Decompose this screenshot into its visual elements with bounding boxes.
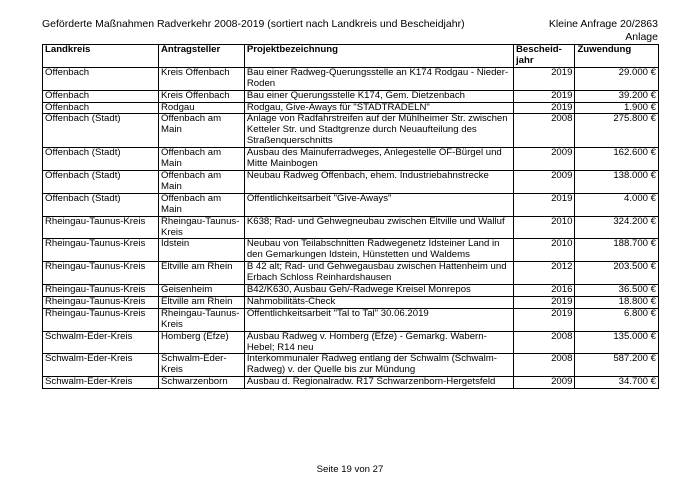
table-row xyxy=(43,148,659,171)
cell-antragsteller: Rheingau-Taunus-Kreis xyxy=(159,216,245,239)
cell-landkreis: Rheingau-Taunus-Kreis xyxy=(43,216,159,239)
cell-projekt: Bau einer Radweg-Querungsstelle an K174 Rodgau - Nieder-Roden xyxy=(244,67,513,90)
table-row xyxy=(43,331,659,354)
cell-projekt: Ausbau Radweg v. Homberg (Efze) - Gemarkg. Wabern-Hebel; R14 neu xyxy=(244,331,513,354)
cell-antragsteller: Eltville am Rhein xyxy=(159,262,245,285)
cell-jahr: 2019 xyxy=(513,102,574,114)
cell-projekt: Neubau von Teilabschnitten Radwegenetz Idsteiner Land in den Gemarkungen Idstein, Hünstetten und Waldems xyxy=(244,239,513,262)
cell-zuwendung: 275.800 € xyxy=(575,114,659,148)
table-row xyxy=(43,285,659,297)
cell-antragsteller: Homberg (Efze) xyxy=(159,331,245,354)
cell-zuwendung: 162.600 € xyxy=(575,148,659,171)
table-row xyxy=(43,67,659,90)
cell-jahr: 2008 xyxy=(513,114,574,148)
cell-landkreis: Offenbach xyxy=(43,90,159,102)
cell-landkreis: Offenbach xyxy=(43,102,159,114)
attachment-label: Anlage xyxy=(625,31,658,43)
cell-projekt: Nahmobilitäts-Check xyxy=(244,296,513,308)
inquiry-reference: Kleine Anfrage 20/2863 xyxy=(548,18,658,30)
cell-projekt: Anlage von Radfahrstreifen auf der Mühlheimer Str. zwischen Ketteler Str. und Stadtgrenze durch Neuaufteilung des Straßenquerschnitts xyxy=(244,114,513,148)
cell-jahr: 2019 xyxy=(513,90,574,102)
table-header-row xyxy=(43,45,659,68)
cell-zuwendung: 1.900 € xyxy=(575,102,659,114)
cell-projekt: Ausbau des Mainuferradweges, Anlegestelle OF-Bürgel und Mitte Mainbogen xyxy=(244,148,513,171)
cell-landkreis: Rheingau-Taunus-Kreis xyxy=(43,239,159,262)
cell-landkreis: Offenbach (Stadt) xyxy=(43,193,159,216)
cell-jahr: 2012 xyxy=(513,262,574,285)
cell-antragsteller: Offenbach am Main xyxy=(159,148,245,171)
table-row xyxy=(43,377,659,389)
cell-landkreis: Offenbach (Stadt) xyxy=(43,148,159,171)
col-header-zuwendung: Zuwendung xyxy=(575,45,659,68)
cell-antragsteller: Schwarzenborn xyxy=(159,377,245,389)
cell-projekt: B 42 alt; Rad- und Gehwegausbau zwischen Hattenheim und Erbach Schloss Reinhardshausen xyxy=(244,262,513,285)
cell-jahr: 2019 xyxy=(513,193,574,216)
cell-projekt: Rodgau, Give-Aways für "STADTRADELN" xyxy=(244,102,513,114)
cell-landkreis: Offenbach (Stadt) xyxy=(43,114,159,148)
table-row xyxy=(43,90,659,102)
cell-projekt: Öffentlichkeitsarbeit "Tal to Tal" 30.06.2019 xyxy=(244,308,513,331)
table-row xyxy=(43,308,659,331)
cell-landkreis: Schwalm-Eder-Kreis xyxy=(43,377,159,389)
table-row xyxy=(43,262,659,285)
cell-zuwendung: 36.500 € xyxy=(575,285,659,297)
col-header-projekt: Projektbezeichnung xyxy=(244,45,513,68)
cell-antragsteller: Geisenheim xyxy=(159,285,245,297)
cell-antragsteller: Kreis Offenbach xyxy=(159,67,245,90)
cell-projekt: Interkommunaler Radweg entlang der Schwalm (Schwalm-Radweg) v. der Quelle bis zur Mündung xyxy=(244,354,513,377)
cell-landkreis: Offenbach (Stadt) xyxy=(43,170,159,193)
cell-zuwendung: 324.200 € xyxy=(575,216,659,239)
cell-zuwendung: 6.800 € xyxy=(575,308,659,331)
cell-zuwendung: 203.500 € xyxy=(575,262,659,285)
table-row xyxy=(43,102,659,114)
cell-antragsteller: Eltville am Rhein xyxy=(159,296,245,308)
cell-zuwendung: 188.700 € xyxy=(575,239,659,262)
table-row xyxy=(43,170,659,193)
cell-antragsteller: Rodgau xyxy=(159,102,245,114)
cell-landkreis: Offenbach xyxy=(43,67,159,90)
cell-projekt: Bau einer Querungsstelle K174, Gem. Dietzenbach xyxy=(244,90,513,102)
table-row xyxy=(43,354,659,377)
document-title: Geförderte Maßnahmen Radverkehr 2008-2019 (sortiert nach Landkreis und Bescheidjahr) xyxy=(42,18,465,30)
cell-projekt: Öffentlichkeitsarbeit "Give-Aways" xyxy=(244,193,513,216)
cell-jahr: 2008 xyxy=(513,331,574,354)
table-body xyxy=(43,67,659,388)
cell-antragsteller: Schwalm-Eder-Kreis xyxy=(159,354,245,377)
cell-antragsteller: Offenbach am Main xyxy=(159,114,245,148)
cell-jahr: 2019 xyxy=(513,296,574,308)
cell-jahr: 2009 xyxy=(513,148,574,171)
cell-zuwendung: 39.200 € xyxy=(575,90,659,102)
cell-jahr: 2009 xyxy=(513,170,574,193)
cell-antragsteller: Idstein xyxy=(159,239,245,262)
cell-zuwendung: 29.000 € xyxy=(575,67,659,90)
cell-zuwendung: 18.800 € xyxy=(575,296,659,308)
cell-zuwendung: 135.000 € xyxy=(575,331,659,354)
cell-landkreis: Rheingau-Taunus-Kreis xyxy=(43,308,159,331)
table-row xyxy=(43,296,659,308)
table-row xyxy=(43,239,659,262)
reference-block xyxy=(549,18,658,44)
col-header-landkreis: Landkreis xyxy=(43,45,159,68)
cell-antragsteller: Offenbach am Main xyxy=(159,193,245,216)
cell-zuwendung: 4.000 € xyxy=(575,193,659,216)
cell-landkreis: Schwalm-Eder-Kreis xyxy=(43,354,159,377)
cell-projekt: Ausbau d. Regionalradw. R17 Schwarzenborn-Hergetsfeld xyxy=(244,377,513,389)
table-row xyxy=(43,114,659,148)
cell-landkreis: Rheingau-Taunus-Kreis xyxy=(43,285,159,297)
cell-jahr: 2010 xyxy=(513,216,574,239)
cell-landkreis: Rheingau-Taunus-Kreis xyxy=(43,262,159,285)
cell-antragsteller: Kreis Offenbach xyxy=(159,90,245,102)
cell-jahr: 2010 xyxy=(513,239,574,262)
col-header-jahr: Bescheid-jahr xyxy=(513,45,574,68)
cell-jahr: 2016 xyxy=(513,285,574,297)
cell-jahr: 2019 xyxy=(513,308,574,331)
cell-projekt: B42/K630, Ausbau Geh/-Radwege Kreisel Monrepos xyxy=(244,285,513,297)
cell-antragsteller: Offenbach am Main xyxy=(159,170,245,193)
cell-jahr: 2019 xyxy=(513,67,574,90)
col-header-antragsteller: Antragsteller xyxy=(159,45,245,68)
cell-landkreis: Rheingau-Taunus-Kreis xyxy=(43,296,159,308)
cell-projekt: Neubau Radweg Offenbach, ehem. Industriebahnstrecke xyxy=(244,170,513,193)
cell-projekt: K638; Rad- und Gehwegneubau zwischen Eltville und Walluf xyxy=(244,216,513,239)
cell-jahr: 2008 xyxy=(513,354,574,377)
page-number: Seite 19 von 27 xyxy=(316,464,384,475)
cell-zuwendung: 138.000 € xyxy=(575,170,659,193)
cell-landkreis: Schwalm-Eder-Kreis xyxy=(43,331,159,354)
table-row xyxy=(43,193,659,216)
cell-zuwendung: 587.200 € xyxy=(575,354,659,377)
cell-jahr: 2009 xyxy=(513,377,574,389)
table-row xyxy=(43,216,659,239)
cell-zuwendung: 34.700 € xyxy=(575,377,659,389)
cell-antragsteller: Rheingau-Taunus-Kreis xyxy=(159,308,245,331)
funding-table xyxy=(42,44,659,389)
